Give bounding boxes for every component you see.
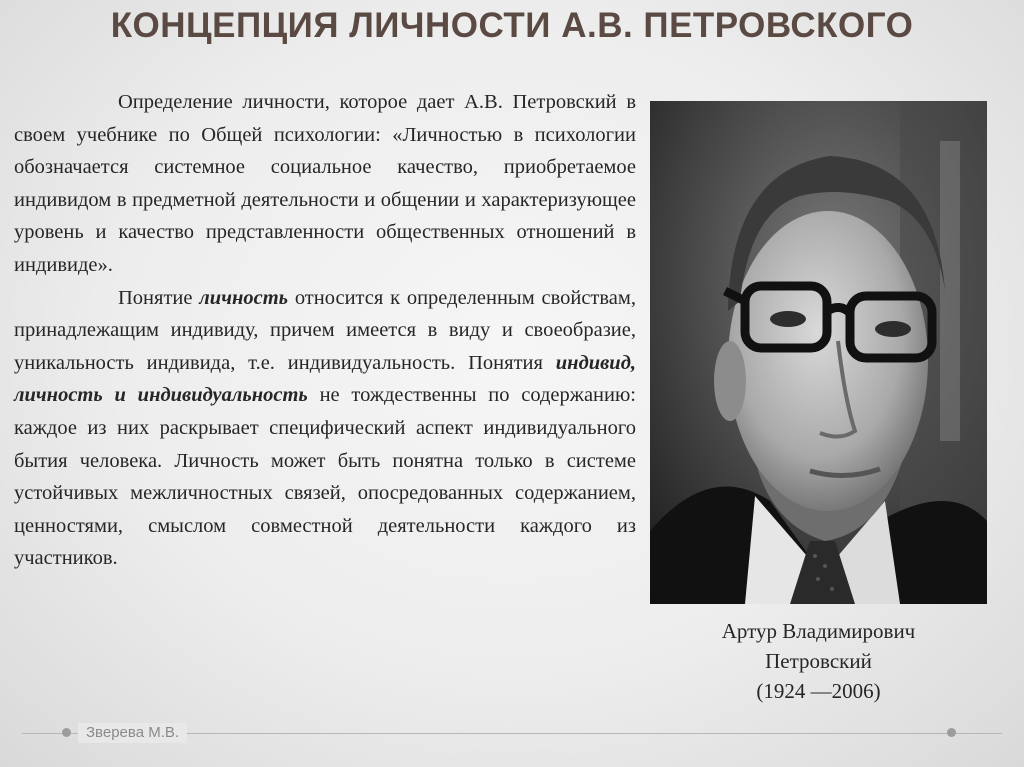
footer-dot-icon: [62, 728, 71, 737]
concept-paragraph: [14, 282, 636, 575]
footer-author: Зверева М.В.: [78, 723, 187, 743]
portrait-caption: [650, 616, 987, 706]
caption-name-line1: Артур Владимирович: [721, 619, 916, 643]
definition-paragraph: Определение личности, которое дает А.В. Петровский в своем учебнике по Общей психологии: «Личностью в психологии обозначается системное социальное качество, приобретаемое индивидом в предметной деятельности и общении и характеризующее уровень и качество представленности общественных отношений в индивиде».: [14, 91, 636, 276]
concept-intro: Понятие: [118, 286, 193, 309]
body-text: [14, 86, 636, 575]
footer-dot-icon: [947, 728, 956, 737]
concept-middle: относится к определенным свойствам, принадлежащим индивиду, причем имеется в виду и своеобразие, уникальность индивида, т.е. индивидуальность. Понятия: [14, 286, 636, 374]
slide-title: КОНЦЕПЦИЯ ЛИЧНОСТИ А.В. ПЕТРОВСКОГО: [110, 6, 914, 45]
caption-years: (1924 —2006): [756, 679, 881, 703]
caption-name-line2: Петровский: [765, 649, 872, 673]
term-personality: личность: [199, 286, 289, 309]
concept-rest: не тождественны по содержанию: каждое из них раскрывает специфический аспект индивидуального бытия человека. Личность может быть понятна только в системе устойчивых межличностных связей, опосредованных содержанием, ценностями, смыслом совместной деятельности каждого из участников.: [14, 384, 636, 570]
portrait-photo: [650, 101, 987, 604]
term-list: индивид, личность и индивидуальность: [14, 351, 636, 407]
portrait-illustration: [650, 101, 987, 604]
